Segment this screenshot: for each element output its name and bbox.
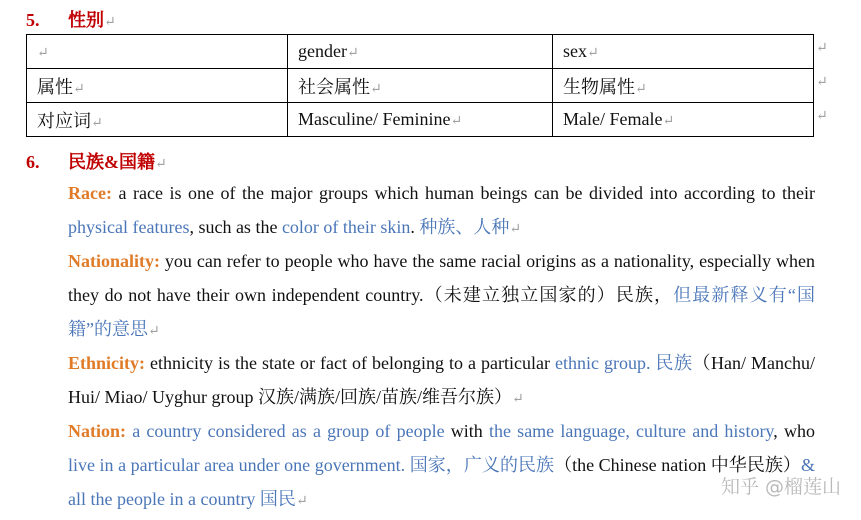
term-label: Ethnicity: — [68, 353, 146, 373]
race-definition — [68, 176, 815, 247]
paragraph-mark-icon: ↵ — [148, 324, 160, 339]
highlight-text: a country considered as a group of people — [126, 421, 445, 441]
paragraph-mark-icon: ↵ — [346, 46, 359, 61]
paragraph-mark-icon: ↵ — [635, 81, 647, 97]
paragraph-mark-icon: ↵ — [155, 157, 167, 172]
paragraph-mark-icon: ↵ — [73, 81, 85, 97]
row-end-mark-icon: ↵ — [816, 41, 828, 56]
paragraph-mark-icon: ↵ — [104, 15, 116, 30]
table-row — [27, 69, 814, 103]
definition-text: with — [444, 421, 489, 441]
table-cell: Male/ Female↵ — [553, 103, 814, 137]
highlight-text: & all the people in a country 国民 — [68, 455, 815, 509]
gender-sex-table — [26, 34, 814, 137]
paragraph-mark-icon: ↵ — [512, 392, 524, 407]
section-heading-gender — [26, 6, 116, 32]
highlight-text: color of their skin — [281, 217, 411, 237]
paragraph-mark-icon: ↵ — [509, 222, 522, 237]
definition-text: （Han/ Manchu/ Hui/ Miao/ Uyghur group 汉族/满族/回族/苗族/维吾尔族） — [68, 353, 815, 407]
paragraph-mark-icon: ↵ — [37, 46, 49, 61]
table-row — [27, 103, 814, 137]
definition-text: （the Chinese nation 中华民族） — [554, 455, 801, 475]
section-number: 6. — [26, 152, 40, 172]
table-cell: 对应词↵ — [27, 103, 288, 137]
highlight-text: 但最新释义有“国籍”的意思 — [68, 285, 815, 339]
paragraph-mark-icon: ↵ — [295, 494, 308, 509]
table-cell: gender↵ — [288, 35, 553, 69]
nationality-definition — [68, 244, 815, 349]
highlight-text: the same language, culture and history — [488, 421, 774, 441]
section-title: 民族&国籍 — [68, 152, 155, 172]
table-cell: Masculine/ Feminine↵ — [288, 103, 553, 137]
definition-text: , who — [773, 421, 815, 441]
paragraph-mark-icon: ↵ — [91, 115, 103, 131]
term-label: Nation: — [68, 421, 126, 441]
highlight-text: live in a particular area under one government. 国家，广义的民族 — [68, 455, 555, 475]
highlight-text: physical features — [68, 217, 190, 237]
section-title: 性别 — [68, 10, 104, 30]
definition-text: a race is one of the major groups which human beings can be divided into according to their — [111, 183, 815, 203]
table-cell: sex↵ — [553, 35, 814, 69]
zhihu-watermark: 知乎 @榴莲山 — [720, 476, 841, 498]
table-cell — [27, 35, 288, 69]
section-number: 5. — [26, 10, 40, 30]
highlight-text: 种族、人种 — [419, 217, 510, 237]
definition-text: , such as the — [189, 217, 282, 237]
highlight-text: ethnic group. 民族 — [554, 353, 693, 373]
row-end-mark-icon: ↵ — [816, 109, 828, 124]
table-header-row — [27, 35, 814, 69]
definition-text: you can refer to people who have the same racial origins as a nationality, especially when they do not have their own independent country.（未建立独立国家的）民族， — [68, 251, 815, 305]
ethnicity-definition — [68, 346, 815, 417]
section-heading-nation — [26, 148, 167, 174]
table-cell: 生物属性↵ — [553, 69, 814, 103]
paragraph-mark-icon: ↵ — [587, 46, 599, 61]
term-label: Race: — [68, 183, 112, 203]
definition-text: ethnicity is the state or fact of belonging to a particular — [145, 353, 555, 373]
term-label: Nationality: — [68, 251, 160, 271]
nation-definition — [68, 414, 815, 519]
table-cell: 社会属性↵ — [288, 69, 553, 103]
row-end-mark-icon: ↵ — [816, 75, 828, 90]
definition-text: . — [410, 217, 420, 237]
table-cell: 属性↵ — [27, 69, 288, 103]
paragraph-mark-icon: ↵ — [662, 114, 675, 129]
paragraph-mark-icon: ↵ — [450, 114, 463, 129]
paragraph-mark-icon: ↵ — [370, 81, 382, 97]
